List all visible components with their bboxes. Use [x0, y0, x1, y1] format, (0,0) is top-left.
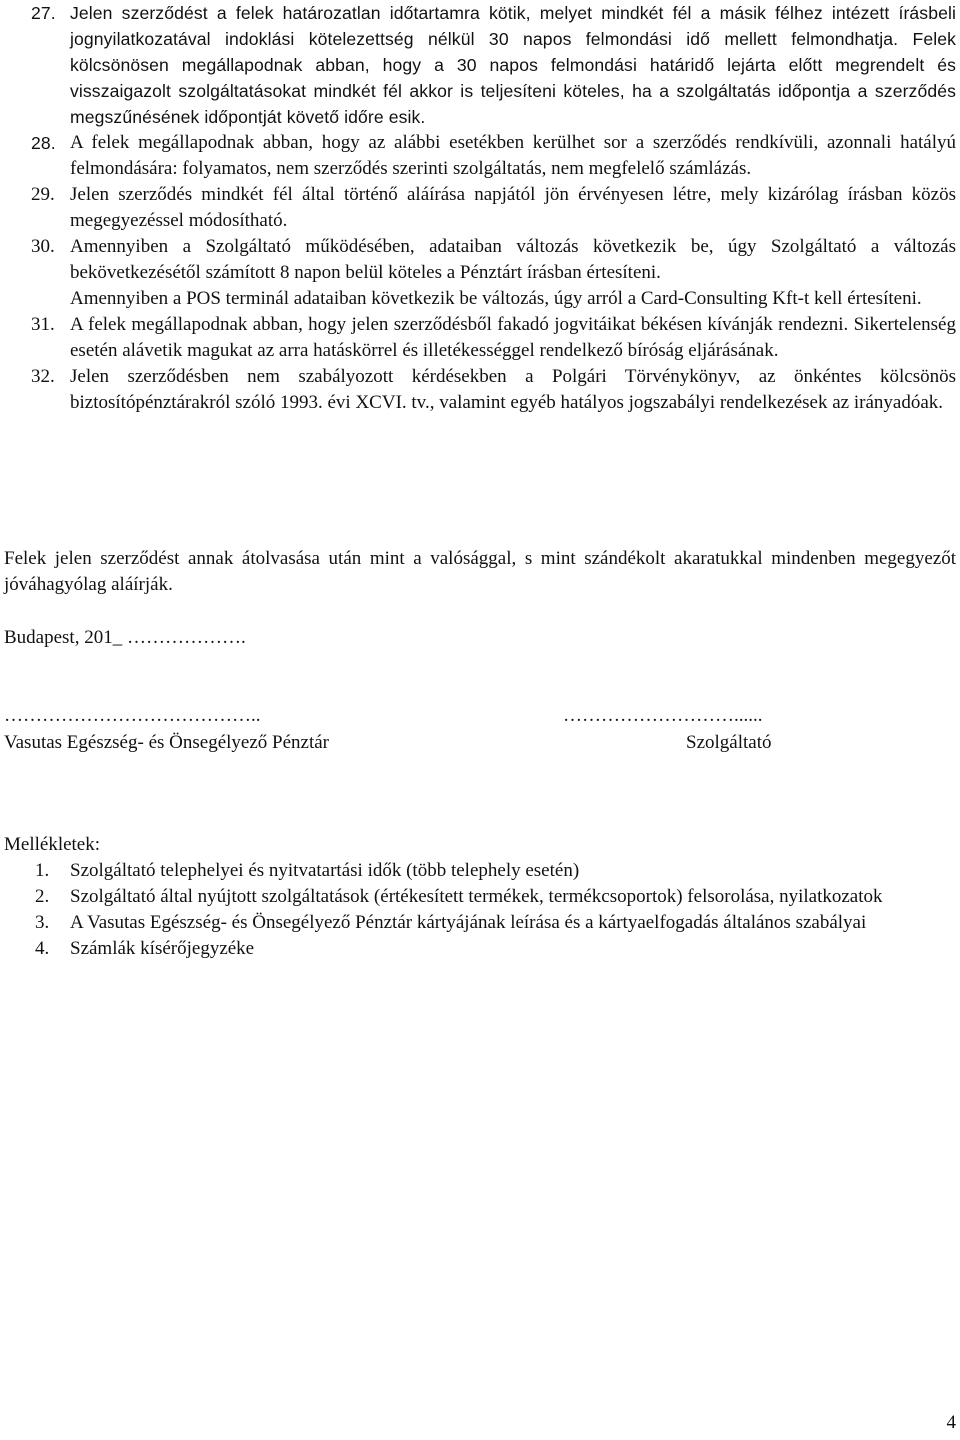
clause-text-continued: Amennyiben a POS terminál adataiban következik be változás, úgy arról a Card-Consulting Kft-t kell értesíteni.: [70, 288, 922, 309]
signature-line-fund: …………………………………..: [4, 705, 261, 726]
attachment-text: Szolgáltató által nyújtott szolgáltatások (értékesített termékek, termékcsoportok) felsorolása, nyilatkozatok: [70, 886, 883, 907]
attachment-number: 1.: [35, 860, 50, 881]
page-number: 4: [946, 1412, 956, 1433]
clause-30: [0, 234, 960, 312]
signatory-fund: Vasutas Egészség- és Önsegélyező Pénztár: [4, 732, 329, 753]
clause-28: [0, 130, 960, 182]
attachment-item: [0, 858, 960, 884]
clause-number: 28.: [31, 133, 56, 153]
clause-number: 27.: [31, 3, 56, 23]
attachment-text: Szolgáltató telephelyei és nyitvatartási idők (több telephely esetén): [70, 860, 580, 881]
attachment-number: 3.: [35, 912, 50, 933]
attachment-text: Számlák kísérőjegyzéke: [70, 938, 255, 959]
clause-32: [0, 364, 960, 416]
signature-line-provider: ………………………......: [563, 705, 763, 726]
clause-text: A felek megállapodnak abban, hogy jelen szerződésből fakadó jogvitáikat békésen kívánják rendezni. Sikertelenség esetén alávetik magukat az arra hatáskörrel és illetékességgel rendelkező bíróság eljárásának.: [70, 314, 956, 361]
attachments-heading: Mellékletek:: [4, 834, 101, 855]
clause-text: Jelen szerződést a felek határozatlan időtartamra kötik, melyet mindkét fél a másik félhez intézett írásbeli jognyilatkozatával indoklási kötelezettség nélkül 30 napos felmondási idő mellett felmondhatja. Felek kölcsönösen megállapodnak abban, hogy a 30 napos felmondási határidő lejárta előtt megrendelt és visszaigazolt szolgáltatásokat mindkét fél akkor is teljesíteni köteles, ha a szolgáltatás időpontja a szerződés megszűnésének időpontját követő időre esik.: [70, 3, 956, 127]
clause-text: Jelen szerződésben nem szabályozott kérdésekben a Polgári Törvénykönyv, az önkéntes kölcsönös biztosítópénztárakról szóló 1993. évi XCVI. tv., valamint egyéb hatályos jogszabályi rendelkezések az irányadóak.: [70, 366, 956, 413]
attachment-item: [0, 884, 960, 910]
signatory-provider: Szolgáltató: [686, 732, 772, 753]
clause-29: [0, 182, 960, 234]
attachment-number: 2.: [35, 886, 50, 907]
attachments-list: [0, 858, 960, 962]
clause-27: [0, 0, 960, 130]
attachment-number: 4.: [35, 938, 50, 959]
place-date-line: Budapest, 201_ ……………….: [4, 627, 246, 648]
clause-number: 29.: [31, 184, 55, 205]
clause-number: 32.: [31, 366, 55, 387]
clause-text: Jelen szerződés mindkét fél által történő aláírása napjától jön érvényesen létre, mely kizárólag írásban közös megegyezéssel módosítható.: [70, 184, 956, 231]
clause-number: 30.: [31, 236, 55, 257]
clause-list: [0, 0, 960, 416]
closing-statement: Felek jelen szerződést annak átolvasása után mint a valósággal, s mint szándékolt akaratukkal mindenben megegyezőt jóváhagyólag aláírják.: [4, 548, 956, 595]
attachment-item: [0, 910, 960, 936]
attachment-text: A Vasutas Egészség- és Önsegélyező Pénztár kártyájának leírása és a kártyaelfogadás általános szabályai: [70, 912, 867, 933]
clause-31: [0, 312, 960, 364]
clause-text: Amennyiben a Szolgáltató működésében, adataiban változás következik be, úgy Szolgáltató a változás bekövetkezésétől számított 8 napon belül köteles a Pénztárt írásban értesíteni.: [70, 236, 956, 283]
clause-text: A felek megállapodnak abban, hogy az alábbi esetékben kerülhet sor a szerződés rendkívüli, azonnali hatályú felmondására: folyamatos, nem szerződés szerinti szolgáltatás, nem megfelelő számlázás.: [70, 132, 956, 179]
attachment-item: [0, 936, 960, 962]
clause-number: 31.: [31, 314, 55, 335]
